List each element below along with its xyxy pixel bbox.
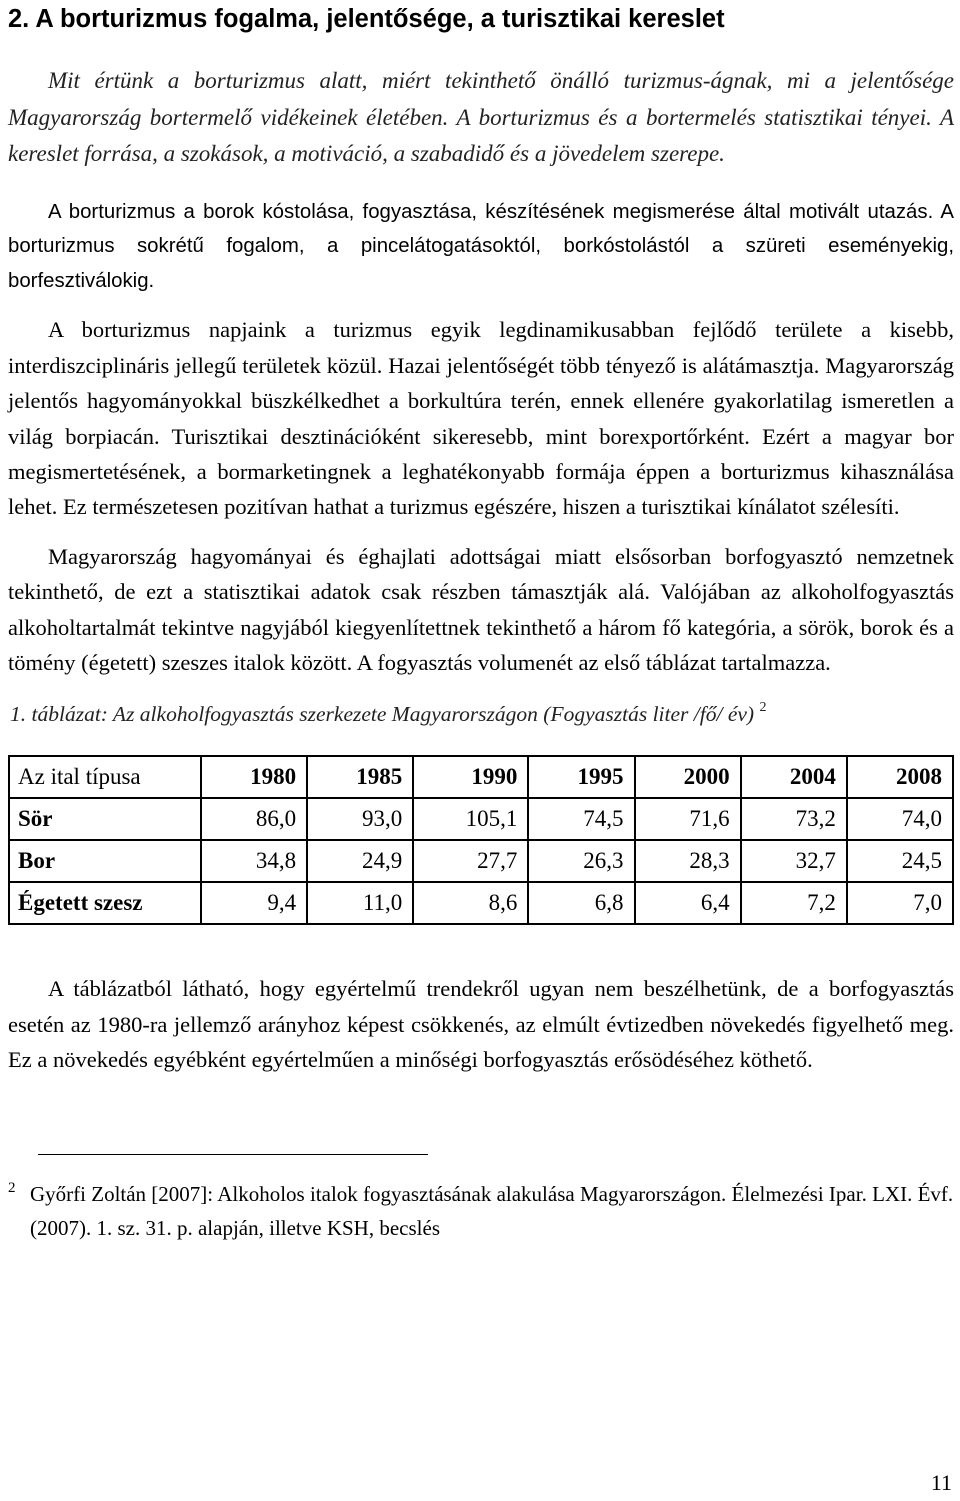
table-header-cell: 2004 xyxy=(741,756,847,798)
table-cell: 7,2 xyxy=(741,882,847,924)
table-cell: 32,7 xyxy=(741,840,847,882)
paragraph-table-analysis: A táblázatból látható, hogy egyértelmű trendekről ugyan nem beszélhetünk, de a borfogyasztás esetén az 1980-ra jellemző arányhoz képest csökkenés, az elmúlt évtizedben növekedés figyelhető meg. Ez a növekedés egyébként egyértelműen a minőségi borfogyasztás erősödéséhez köthető. xyxy=(8,976,954,1073)
table-cell: 28,3 xyxy=(635,840,741,882)
table-header-cell: 1990 xyxy=(413,756,528,798)
table-cell: 11,0 xyxy=(307,882,413,924)
alcohol-consumption-table xyxy=(8,755,954,925)
table-row-label: Sör xyxy=(9,798,201,840)
document-page xyxy=(8,0,954,1245)
table-cell: 73,2 xyxy=(741,798,847,840)
footnote-divider xyxy=(38,1154,428,1155)
table-cell: 74,0 xyxy=(847,798,953,840)
table-header-cell: 1985 xyxy=(307,756,413,798)
table-row-label: Égetett szesz xyxy=(9,882,201,924)
table-cell: 9,4 xyxy=(201,882,307,924)
table-header-cell: 1980 xyxy=(201,756,307,798)
paragraph-importance: A borturizmus napjaink a turizmus egyik legdinamikusabban fejlődő területe a kisebb, interdiszciplináris jellegű területek közül. Hazai jelentőségét több tényező is alátámasztja. Magyarország jelentős hagyományokkal büszkélkedhet a borkultúra terén, ennek ellenére gyakorlatilag ismeretlen a világ borpiacán. Turisztikai desztinációként sikeresebb, mint borexportőrként. Ezért a magyar bor megismertetésének, a bormarketingnek a leghatékonyabb formája éppen a borturizmus kihasználása lehet. Ez természetesen pozitívan hathat a turizmus egészére, hiszen a turisztikai kínálatot szélesíti. xyxy=(8,317,954,520)
table-row xyxy=(9,882,953,924)
table-cell: 34,8 xyxy=(201,840,307,882)
table-caption-text: 1. táblázat: Az alkoholfogyasztás szerkezete Magyarországon (Fogyasztás liter /fő/ év) xyxy=(10,702,755,727)
table-cell: 27,7 xyxy=(413,840,528,882)
table-cell: 24,5 xyxy=(847,840,953,882)
footnote-mark: 2 xyxy=(8,1179,16,1196)
table-header-row xyxy=(9,756,953,798)
table-cell: 71,6 xyxy=(635,798,741,840)
table-cell: 24,9 xyxy=(307,840,413,882)
table-cell: 7,0 xyxy=(847,882,953,924)
footnote-reference: 2 xyxy=(759,700,767,716)
table-row-label: Bor xyxy=(9,840,201,882)
table-cell: 6,4 xyxy=(635,882,741,924)
footnote-text: Győrfi Zoltán [2007]: Alkoholos italok fogyasztásának alakulása Magyarországon. Élelmezési Ipar. LXI. Évf. (2007). 1. sz. 31. p. alapján, illetve KSH, becslés xyxy=(30,1181,954,1240)
table-cell: 93,0 xyxy=(307,798,413,840)
footnote xyxy=(8,1177,954,1245)
table-header-cell: 2000 xyxy=(635,756,741,798)
table-row xyxy=(9,840,953,882)
table-header-cell: Az ital típusa xyxy=(9,756,201,798)
table-cell: 74,5 xyxy=(528,798,634,840)
table-header-cell: 2008 xyxy=(847,756,953,798)
table-cell: 8,6 xyxy=(413,882,528,924)
section-heading: 2. A borturizmus fogalma, jelentősége, a turisztikai kereslet xyxy=(8,5,725,33)
paragraph-consumption: Magyarország hagyományai és éghajlati adottságai miatt elsősorban borfogyasztó nemzetnek tekinthető, de ezt a statisztikai adatok csak részben támasztják alá. Valójában az alkoholfogyasztás alkoholtartalmát tekintve nagyjából kiegyenlítettnek tekinthető a három fő kategória, a sörök, borok és a tömény (égetett) szeszes italok között. A fogyasztás volumenét az első táblázat tartalmazza. xyxy=(8,543,954,675)
table-caption xyxy=(8,700,954,727)
table-cell: 26,3 xyxy=(528,840,634,882)
page-number: 11 xyxy=(930,1470,952,1495)
section-abstract: Mit értünk a borturizmus alatt, miért tekinthető önálló turizmus-ágnak, mi a jelentősége Magyarország bortermelő vidékeinek életében. A borturizmus és a bortermelés statisztikai tényei. A kereslet forrása, a szokások, a motiváció, a szabadidő és a jövedelem szerepe. xyxy=(8,68,954,166)
paragraph-definition: A borturizmus a borok kóstolása, fogyasztása, készítésének megismerése által motivált utazás. A borturizmus sokrétű fogalom, a pincelátogatásoktól, borkóstolástól a szüreti eseményekig, borfesztiválokig. xyxy=(8,200,954,292)
table-cell: 6,8 xyxy=(528,882,634,924)
table-header-cell: 1995 xyxy=(528,756,634,798)
table-cell: 86,0 xyxy=(201,798,307,840)
table-cell: 105,1 xyxy=(413,798,528,840)
table-row xyxy=(9,798,953,840)
